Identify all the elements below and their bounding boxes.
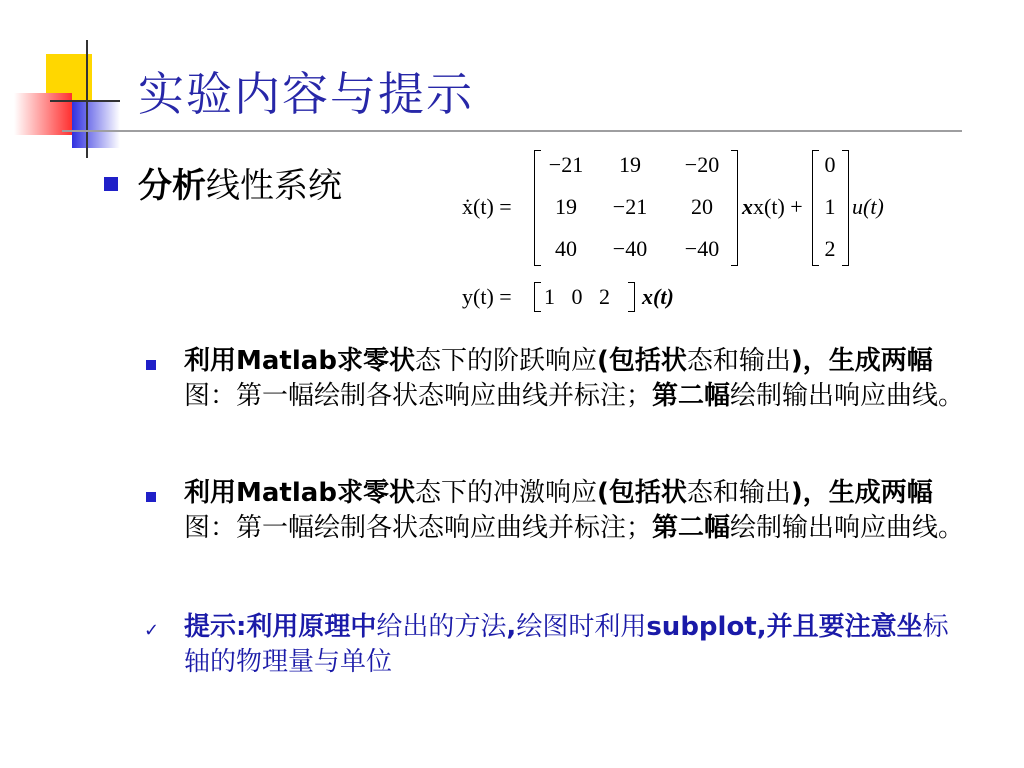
text-segment: 第二幅 <box>652 513 731 543</box>
text-segment: (包括状 <box>596 346 687 376</box>
text-segment: 提示:利用原理中 <box>184 612 377 642</box>
eq-lhs: ẋ(t) = <box>462 194 512 219</box>
text-segment: Matlab <box>236 478 337 508</box>
text-segment: 且要注意坐 <box>792 612 923 642</box>
text-segment: 态下的阶跃响应 <box>414 346 597 376</box>
text-segment: 态和输出 <box>686 478 791 508</box>
title-divider <box>62 130 962 132</box>
text-segment: 图：第一幅绘制各状态响应曲线并标注； <box>184 381 653 411</box>
heading-normal: 线性系统 <box>206 166 342 206</box>
matrix-a-cell: −40 <box>612 236 648 261</box>
text-segment: 利用 <box>184 478 237 508</box>
slide-title: 实验内容与提示 <box>138 67 474 121</box>
matrix-b-cell: 1 <box>824 194 836 219</box>
matrix-b-cell: 0 <box>824 152 836 177</box>
section-heading <box>138 158 342 207</box>
matrix-b-right-bracket <box>842 150 849 266</box>
eq-u: u(t) <box>852 194 884 219</box>
deco-vertical-line <box>86 40 88 158</box>
text-segment: 求零状 <box>336 346 415 376</box>
matrix-c-right-bracket <box>628 282 635 312</box>
text-segment: (包括状 <box>596 478 687 508</box>
text-segment: 给出的方法 <box>376 612 507 642</box>
text-segment: subplot,并 <box>646 612 793 642</box>
text-segment: 绘制输出响应曲线。 <box>730 381 965 411</box>
text-segment: 求零状 <box>336 478 415 508</box>
matrix-a-cell: 19 <box>555 194 577 219</box>
deco-blue-square <box>72 100 120 148</box>
text-segment: 态和输出 <box>686 346 791 376</box>
text-segment: 标轴的物理量与单位 <box>184 612 949 677</box>
matrix-b-cell: 2 <box>824 236 836 261</box>
matrix-a-cell: −40 <box>684 236 720 261</box>
eq-x-plus-text: x(t) + <box>753 194 803 219</box>
item1-bullet-icon <box>146 360 156 370</box>
matrix-c-values: 1 0 2 <box>544 284 610 309</box>
task-item-2 <box>184 476 984 546</box>
matrix-a-cell: 19 <box>619 152 641 177</box>
heading-bullet-icon <box>104 177 118 191</box>
matrix-a-cell: 20 <box>691 194 713 219</box>
hint-text <box>184 610 974 680</box>
item2-bullet-icon <box>146 492 156 502</box>
matrix-a-cell: −21 <box>612 194 648 219</box>
eq-out-lhs: y(t) = <box>462 284 512 309</box>
text-segment: Matlab <box>236 346 337 376</box>
matrix-a-cell: −21 <box>548 152 584 177</box>
matrix-a-cell: 40 <box>555 236 577 261</box>
text-segment: 第二幅 <box>652 381 731 411</box>
matrix-a-cell: −20 <box>684 152 720 177</box>
text-segment: )，生成两幅 <box>790 478 933 508</box>
text-segment: 绘制输出响应曲线。 <box>730 513 965 543</box>
text-segment: , <box>506 612 517 642</box>
task-item-1 <box>184 344 984 414</box>
heading-bold: 分析 <box>138 166 206 206</box>
eq-x-plus: xx(t) + <box>742 194 803 219</box>
deco-horizontal-line <box>50 100 120 102</box>
matrix-a-right-bracket <box>731 150 738 266</box>
checkmark-icon: ✓ <box>144 620 160 641</box>
text-segment: 利用 <box>184 346 237 376</box>
text-segment: 图：第一幅绘制各状态响应曲线并标注； <box>184 513 653 543</box>
text-segment: 态下的冲激响应 <box>414 478 597 508</box>
text-segment: 绘图时利用 <box>516 612 647 642</box>
text-segment: )，生成两幅 <box>790 346 933 376</box>
eq-out-x: x(t) <box>642 284 674 309</box>
matrix-c-left-bracket <box>534 282 541 312</box>
